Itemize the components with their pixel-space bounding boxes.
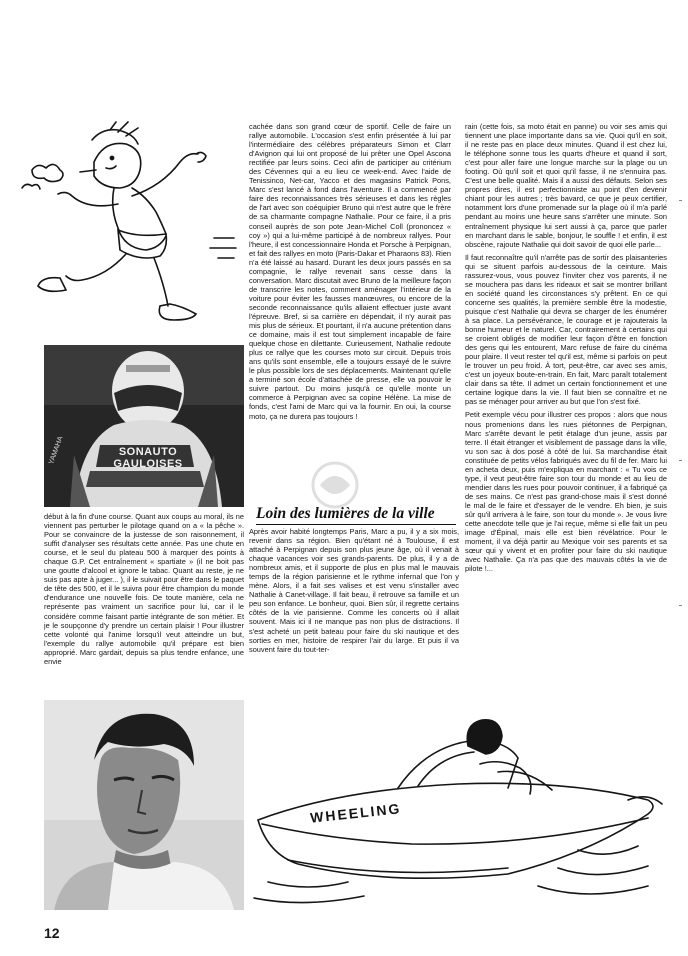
rider-suit-lettering: SONAUTO GAULOISES bbox=[113, 446, 183, 470]
speedboat-sketch-illustration bbox=[248, 710, 668, 910]
rider-suit-brand: YAMAHA bbox=[48, 435, 65, 466]
article-column-3 bbox=[465, 122, 667, 707]
col2b-paragraph-1: Après avoir habité longtemps Paris, Marc a pu, il y a six mois, revenir dans sa région. Bien qu'étant né à Toulouse, il est attaché à Perpignan depuis son plus jeune âge, où il venait à chaque vacances voir ses grands-parents. De plus, il y a de nombreux amis, et il supporte de plus en plus mal le mauvais temps de la région parisienne et le rythme infernal que l'on y mène. Alors, il a fait ses valises et est venu s'installer avec Nathalie à Canet-village. Il fait beau, il retrouve sa famille et un peu son enfance. Le bonheur, quoi. Bien sûr, il regrette certains côtés de la vie parisienne. Comme les concerts où il allait souvent. Mais ici il ne manque pas non plus de distractions. Il s'est acheté un petit bateau pour faire du ski nautique et des sorties en mer, histoire de respirer l'air du large. Et puis il va souvent faire du tout-ter- bbox=[249, 527, 459, 654]
runner-sketch-illustration bbox=[14, 118, 246, 338]
edge-mark bbox=[679, 605, 682, 606]
article-column-1 bbox=[44, 512, 244, 702]
article-column-2 bbox=[249, 122, 451, 462]
section-heading: Loin des lumières de la ville bbox=[256, 505, 456, 525]
col1-paragraph-1: début à la fin d'une course. Quant aux coups au moral, ils ne viennent pas perturber le pilotage quand on a « la pêche ». Pour se convaincre de la justesse de son raisonnement, il suffit d'analyser ses résultats cette année. Pas une chute en course, et le seul du plateau 500 à marquer des points à chaque G.P. Cet entraînement « spartiate » (il ne boit pas une goutte d'alcool et ignore le tabac. Quant au reste, je ne suis pas apte à juger... ), il le suivait pour être dans le paquet de tête des 500, et il le suivra pour être champion du monde d'endurance une nouvelle fois. De toute manière, cela ne représente pas vraiment un sacrifice pour lui, car il le considère comme faisant partie intégrante de son métier. Et je le soupçonne d'y prendre un certain plaisir ! Pour illustrer cette volonté qui l'anime lorsqu'il veut atteindre un but, l'exemple du rallye automobile qu'il prépare est bien approprié. Marc gardait, depuis sa plus tendre enfance, une envie bbox=[44, 512, 244, 666]
edge-mark bbox=[679, 460, 682, 461]
edge-mark bbox=[679, 200, 682, 201]
col3-paragraph-3: Petit exemple vécu pour illustrer ces propos : alors que nous nous promenions dans les rues piétonnes de Perpignan, Marc s'arrête devant le petit étalage d'un jeune, assis par terre. Il était étranger et visiblement de passage dans la ville, vu son sac à dos posé à côté de lui. Sa marchandise était constituée de petits vélos fabriqués avec du fil de fer. Marc lui en acheta deux, puis m'expliqua en marchant : « Tu vois ce type, il veut peut-être faire son tour du monde et au lieu de mendier dans les rues pour pouvoir continuer, il a fabriqué ça de ses mains. Ce n'est pas grand-chose mais il s'est donné le mal de le faire et d'essayer de le vendre. Eh bien, je suis sûr qu'il arrivera à le faire, son tour du monde ». Je vous livre cette anecdote telle que je l'ai reçue, même si elle fait un peu image d'Épinal, mais elle est bien révélatrice. Pour le moment, il va déjà partir au Mexique voir ses parents et sa sœur qui y vivent et en profiter pour faire du ski nautique avec Nathalie. Ça n'a pas que des mauvais côtés la vie de pilote !... bbox=[465, 410, 667, 574]
col2-paragraph-1: cachée dans son grand cœur de sportif. Celle de faire un rallye automobile. L'occasion s'est enfin présentée à lui par l'intermédiaire des célèbres préparateurs Simon et Clarr d'Avignon qui lui ont proposé de lui prêter une Opel Ascona rectifiée par leurs soins. Ceci afin de participer au critérium des Cévennes qui a eu lieu ce week-end. Avec l'aide de Tenissinco, Net-car, Yacco et des magasins Patrick Pons, Marc s'est lancé à fond dans l'aventure. Il a commencé par faire des reconnaissances très sérieuses et dans les règles de l'art avec son coéquipier Bruno qui n'est autre que le frère de sa charmante compagne Nathalie. Pour ce faire, il a pris conseil auprès de son pote Jean-Michel Coll (prononcez « coy ») qui a lui-même participé à de nombreux rallyes. Pour l'heure, il est concessionnaire Honda et Porsche à Perpignan, et fait des rallyes en moto (Paris-Dakar et Pharaons 83). Rien n'a été laissé au hasard. Durant les deux jours passés en sa compagnie, le rallye revenait sans cesse dans la conversation. Marc discutait avec Bruno de la meilleure façon de transcrire les notes, comment aménager l'intérieur de la voiture pour éviter les fausses manœuvres, ou encore de la seconde reconnaissance qu'ils allaient effectuer juste avant l'épreuve. Bref, si sa carrière en dépendait, il n'y aurait pas mis plus de sérieux. Et pourtant, il n'a aucune prétention dans ce domaine, mais il est tout simplement incapable de faire quelque chose en dilettante. Curieusement, Nathalie redoute plus ce rallye que les courses moto sur circuit. Depuis trois ans qu'ils sont ensemble, elle a toujours essayé de le suivre le plus possible lors de ses déplacements. Maintenant qu'elle a terminé son école d'attachée de presse, elle va pouvoir le suivre partout. Du moins jusqu'à ce qu'elle monte un commerce à Perpignan avec sa copine Hélène. La mise de fonds, c'est l'ami de Marc qui va la fournir. En oui, la course moto, ça ne durera pas toujours ! bbox=[249, 122, 451, 421]
boat-name-label: WHEELING bbox=[309, 800, 403, 826]
rider-helmet-photo bbox=[44, 345, 244, 507]
portrait-photo bbox=[44, 700, 244, 910]
article-column-2-lower bbox=[249, 527, 459, 707]
col3-paragraph-1: rain (cette fois, sa moto était en panne) ou voir ses amis qui tiennent une place importante dans sa vie. Quoi qu'il en soit, il ne reste pas en place deux minutes. Quand il est chez lui, le téléphone sonne tous les quarts d'heure et quand il sort, c'est pour aller faire une longue marche sur la plage ou un footing. Où qu'il soit et quoi qu'il fasse, il ne s'ennuira pas. C'est une belle qualité. Mais il a aussi des défauts. Selon ses propres dires, il est perfectionniste au point d'en devenir chiant pour les autres ; très bavard, ce que je peux certifier, notamment lors d'une promenade sur la plage où il m'a parlé pendant au moins une heure sans s'arrêter une minute. Son entraînement physique lui sert aussi à ça, parce que parler en marchant dans le sable, bonjour, le souffle ! et enfin, il est obscène, rajoute Nathalie qui doit savoir de quoi elle parle... bbox=[465, 122, 667, 249]
page-number: 12 bbox=[44, 925, 60, 941]
col3-paragraph-2: Il faut reconnaître qu'il n'arrête pas de sortir des plaisanteries qui se situent parfois au-dessous de la ceinture. Mais rassurez-vous, vous pouvez l'inviter chez vos parents, il ne se mouchera pas dans les rideaux et sait se montrer brillant en société quand les circonstances s'y prêtent. En ce qui concerne ses qualités, la première semble être la modestie, puisque c'est Nathalie qui devra se charger de les énumérer à sa place. La persévérance, le courage et je rajouterais la bonne humeur et le naturel. Car, contrairement à certains qui se croient obligés de modifier leur façon d'être en fonction des gens qui les entourent, Marc refuse de faire du cinéma pour plaire. Il veut rester tel qu'il est, même si parfois on peut le trouver un peu froid. À tort, peut-être, car avec ses amis, c'est un joyeux boute-en-train. En fait, Marc paraît totalement clair dans sa tête. Il admet un certain fonctionnement et une certaine logique dans la vie. Il faut bien se connaître et ne pas se ménager pour arriver au but que l'on s'est fixé. bbox=[465, 252, 667, 407]
